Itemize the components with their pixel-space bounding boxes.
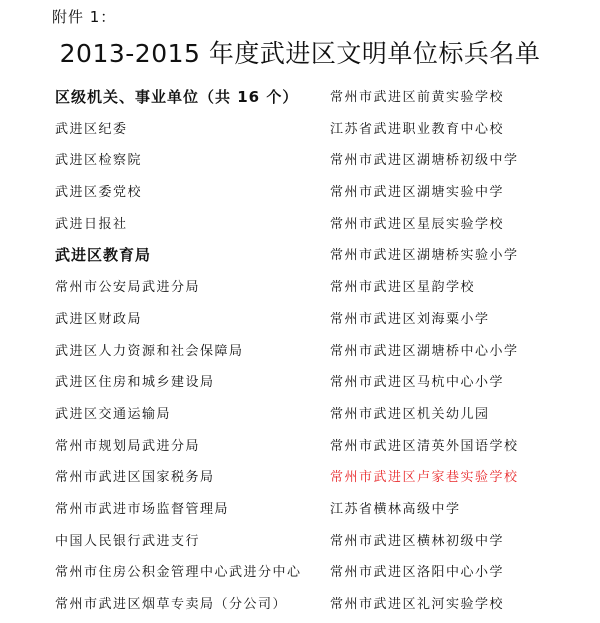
unit-name: 常州市武进区前黄实验学校 xyxy=(330,90,505,105)
unit-name: 常州市武进区星辰实验学校 xyxy=(330,216,505,232)
unit-name: 常州市武进区国家税务局 xyxy=(55,470,215,486)
unit-name: 常州市武进区洛阳中心小学 xyxy=(330,565,505,581)
unit-name: 常州市武进区清英外国语学校 xyxy=(330,438,519,454)
unit-name: 江苏省横林高级中学 xyxy=(330,501,461,517)
unit-name: 常州市武进区机关幼儿园 xyxy=(330,406,490,422)
unit-name: 武进区人力资源和社会保障局 xyxy=(55,343,244,359)
unit-name: 武进区检察院 xyxy=(55,153,143,169)
unit-name: 常州市武进区马杭中心小学 xyxy=(330,375,505,391)
unit-name: 常州市武进区刘海粟小学 xyxy=(330,311,490,327)
unit-name: 武进日报社 xyxy=(55,216,128,232)
unit-name: 江苏省武进职业教育中心校 xyxy=(330,121,505,137)
unit-name: 常州市武进区星韵学校 xyxy=(330,280,476,296)
unit-name: 常州市武进区湖塘桥中心小学 xyxy=(330,343,519,359)
unit-name: 武进区财政局 xyxy=(55,311,143,327)
unit-name: 常州市武进区横林初级中学 xyxy=(330,533,505,549)
section-heading: 区级机关、事业单位（共 16 个） xyxy=(55,88,299,106)
unit-name: 常州市武进区礼河实验学校 xyxy=(330,597,505,612)
document-title: 2013-2015 年度武进区文明单位标兵名单 xyxy=(59,39,541,68)
unit-name: 常州市武进市场监督管理局 xyxy=(55,501,230,517)
right-unit-list xyxy=(330,82,519,621)
unit-name: 常州市武进区湖塘桥实验小学 xyxy=(330,248,519,264)
unit-name: 武进区交通运输局 xyxy=(55,406,172,422)
unit-name: 武进区委党校 xyxy=(55,185,143,201)
unit-name: 武进区住房和城乡建设局 xyxy=(55,375,215,391)
unit-name: 常州市武进区湖塘实验中学 xyxy=(330,185,505,201)
unit-name: 常州市武进区烟草专卖局（分公司） xyxy=(55,597,288,612)
unit-name: 常州市住房公积金管理中心武进分中心 xyxy=(55,565,302,581)
unit-name: 中国人民银行武进支行 xyxy=(55,533,201,549)
unit-name: 武进区纪委 xyxy=(55,121,128,137)
left-unit-list xyxy=(55,82,302,621)
unit-name: 常州市规划局武进分局 xyxy=(55,438,201,454)
unit-name: 常州市武进区卢家巷实验学校 xyxy=(330,470,519,486)
section-heading: 武进区教育局 xyxy=(55,246,152,265)
attachment-label: 附件 1： xyxy=(52,8,117,26)
unit-name: 常州市公安局武进分局 xyxy=(55,280,201,296)
unit-name: 常州市武进区湖塘桥初级中学 xyxy=(330,153,519,169)
